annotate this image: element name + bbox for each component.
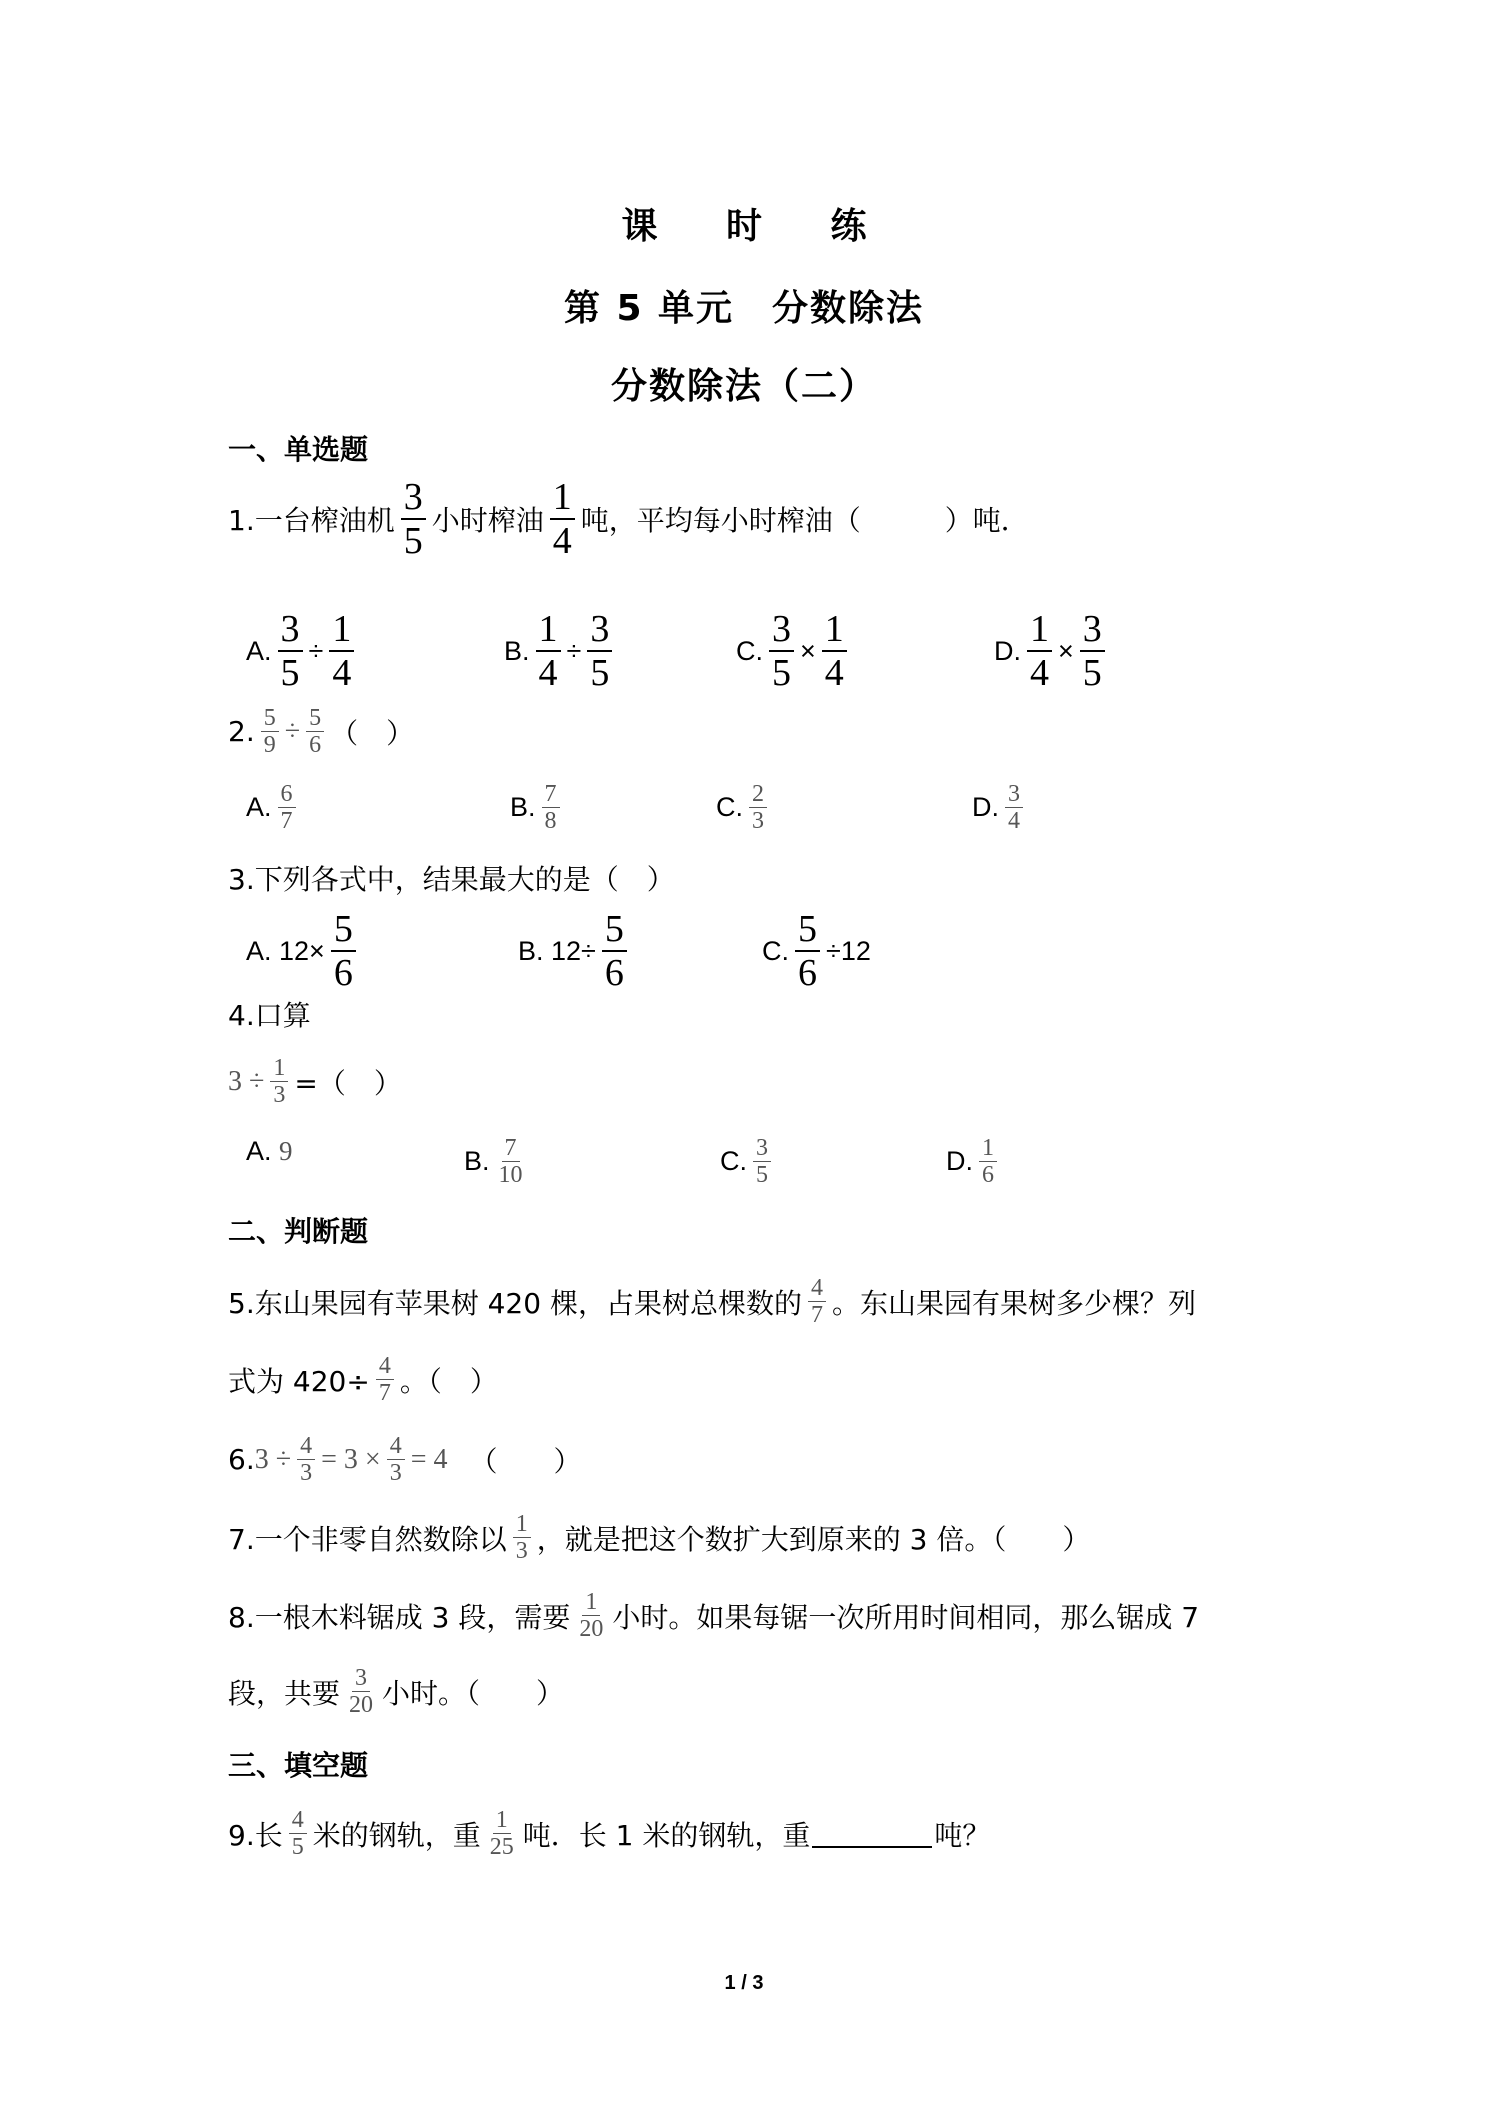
text-segment: 段，共要 bbox=[228, 1676, 341, 1710]
text-segment: C. bbox=[762, 935, 789, 966]
numerator: 1 bbox=[513, 1512, 531, 1538]
text-segment: 吨．长 1 米的钢轨，重 bbox=[522, 1818, 811, 1852]
question-9 bbox=[228, 1808, 990, 1859]
numerator: 3 bbox=[401, 478, 426, 520]
text-segment: D. bbox=[972, 792, 999, 822]
text-segment: A. bbox=[246, 635, 272, 666]
q3-option-c[interactable] bbox=[762, 910, 871, 992]
numerator: 3 bbox=[753, 1136, 771, 1162]
denominator: 5 bbox=[772, 652, 791, 694]
text-segment: ÷ bbox=[566, 635, 582, 666]
text-segment: 6. bbox=[228, 1443, 255, 1476]
numerator: 4 bbox=[376, 1354, 394, 1380]
numerator: 4 bbox=[297, 1434, 315, 1460]
q4-option-c[interactable] bbox=[720, 1136, 777, 1187]
denominator: 20 bbox=[579, 1616, 604, 1642]
fraction bbox=[753, 1136, 771, 1187]
denominator: 20 bbox=[349, 1692, 374, 1718]
q4-option-a[interactable] bbox=[246, 1136, 293, 1167]
q1-option-c[interactable] bbox=[736, 610, 853, 692]
denominator: 4 bbox=[552, 520, 572, 562]
lesson-title: 分数除法（二） bbox=[610, 366, 877, 407]
text-segment: 9 bbox=[279, 1136, 293, 1166]
q2-option-a[interactable] bbox=[246, 782, 302, 833]
q4-expression bbox=[228, 1056, 402, 1107]
q1-option-a[interactable] bbox=[246, 610, 360, 692]
denominator: 3 bbox=[752, 808, 764, 834]
text-segment: 5.东山果园有苹果树 420 棵，占果树总棵数的 bbox=[228, 1286, 802, 1320]
numerator: 3 bbox=[352, 1666, 370, 1692]
denominator: 9 bbox=[263, 732, 276, 758]
numerator: 6 bbox=[278, 782, 296, 808]
denominator: 3 bbox=[300, 1460, 313, 1486]
fraction bbox=[749, 782, 767, 833]
text-segment: （ ） bbox=[469, 1444, 582, 1478]
numerator: 1 bbox=[582, 1590, 600, 1616]
text-segment: A. 12× bbox=[246, 935, 325, 966]
fraction bbox=[306, 706, 324, 757]
fraction bbox=[289, 1808, 307, 1859]
numerator: 1 bbox=[329, 610, 354, 652]
question-5-line-2 bbox=[228, 1354, 498, 1405]
denominator: 5 bbox=[403, 520, 423, 562]
text-segment: B. bbox=[510, 792, 536, 822]
numerator: 1 bbox=[1027, 610, 1052, 652]
fraction bbox=[331, 910, 356, 992]
denominator: 5 bbox=[291, 1834, 304, 1860]
numerator: 3 bbox=[1005, 782, 1023, 808]
numerator: 4 bbox=[289, 1808, 307, 1834]
denominator: 6 bbox=[333, 952, 353, 994]
text-segment: 3 ÷ bbox=[228, 1065, 265, 1097]
text-segment: ，就是把这个数扩大到原来的 3 倍。（ ） bbox=[536, 1522, 1091, 1556]
fraction bbox=[979, 1136, 997, 1187]
fraction bbox=[401, 478, 426, 560]
fraction bbox=[769, 610, 794, 692]
q4-option-b[interactable] bbox=[464, 1136, 532, 1187]
numerator: 3 bbox=[587, 610, 612, 652]
q4-option-d[interactable] bbox=[946, 1136, 1003, 1187]
fraction bbox=[513, 1512, 531, 1563]
text-segment: = 4 bbox=[410, 1443, 448, 1475]
fraction bbox=[496, 1136, 526, 1187]
numerator: 7 bbox=[542, 782, 560, 808]
fraction bbox=[808, 1276, 826, 1327]
text-segment: 1.一台榨油机 bbox=[228, 504, 395, 537]
denominator: 3 bbox=[273, 1082, 286, 1108]
text-segment: 吨？ bbox=[934, 1818, 991, 1852]
page-number: 1 / 3 bbox=[724, 1972, 764, 1994]
denominator: 5 bbox=[1082, 652, 1102, 694]
text-segment: ÷12 bbox=[826, 935, 871, 966]
numerator: 1 bbox=[550, 478, 575, 520]
fraction bbox=[387, 1434, 405, 1485]
fraction bbox=[602, 910, 627, 992]
numerator: 5 bbox=[602, 910, 627, 952]
text-segment: 小时。（ ） bbox=[382, 1676, 565, 1710]
text-segment: 式为 420÷ bbox=[228, 1364, 370, 1398]
numerator: 5 bbox=[306, 706, 324, 732]
denominator: 10 bbox=[498, 1162, 523, 1188]
text-segment: × bbox=[800, 635, 816, 666]
text-segment: ÷ bbox=[308, 635, 324, 666]
denominator: 6 bbox=[798, 952, 817, 994]
text-segment: 米的钢轨，重 bbox=[312, 1818, 481, 1852]
numerator: 4 bbox=[387, 1434, 405, 1460]
numerator: 3 bbox=[1080, 610, 1105, 652]
text-segment: = 3 × bbox=[321, 1443, 381, 1475]
text-segment: B. bbox=[464, 1146, 490, 1176]
page-title: 课 时 练 bbox=[621, 206, 895, 247]
text-segment: 3 ÷ bbox=[254, 1443, 292, 1475]
q3-option-a[interactable] bbox=[246, 910, 362, 992]
text-segment: C. bbox=[720, 1146, 747, 1176]
numerator: 1 bbox=[493, 1808, 511, 1834]
question-6 bbox=[228, 1434, 582, 1485]
text-segment: =（ ） bbox=[294, 1066, 402, 1100]
numerator: 7 bbox=[502, 1136, 520, 1162]
fraction bbox=[1005, 782, 1023, 833]
text-segment: A. bbox=[246, 1136, 272, 1166]
fraction bbox=[1027, 610, 1052, 692]
question-8-line-1 bbox=[228, 1590, 1199, 1641]
section-heading-single-choice: 一、单选题 bbox=[228, 433, 369, 466]
text-segment: 吨，平均每小时榨油（ ）吨． bbox=[580, 504, 1029, 537]
question-4 bbox=[228, 994, 311, 1034]
text-segment: 9.长 bbox=[228, 1818, 283, 1852]
numerator: 3 bbox=[278, 610, 303, 652]
numerator: 1 bbox=[536, 610, 561, 652]
denominator: 4 bbox=[332, 652, 352, 694]
denominator: 5 bbox=[280, 652, 300, 694]
question-3 bbox=[228, 858, 675, 898]
question-5-line-1 bbox=[228, 1276, 1196, 1327]
q1-option-d[interactable] bbox=[994, 610, 1111, 692]
question-8-line-2 bbox=[228, 1666, 564, 1717]
fraction bbox=[346, 1666, 376, 1717]
q2-option-c[interactable] bbox=[716, 782, 773, 833]
fraction bbox=[1080, 610, 1105, 692]
text-segment: 7.一个非零自然数除以 bbox=[228, 1522, 507, 1556]
text-segment: 小时。如果每锯一次所用时间相同，那么锯成 7 bbox=[612, 1600, 1200, 1634]
text-segment: （ ） bbox=[330, 716, 415, 750]
fraction bbox=[376, 1354, 394, 1405]
text-segment: C. bbox=[716, 792, 743, 822]
question-2 bbox=[228, 706, 414, 757]
denominator: 7 bbox=[378, 1380, 391, 1406]
denominator: 4 bbox=[1008, 808, 1020, 834]
numerator: 1 bbox=[270, 1056, 288, 1082]
denominator: 3 bbox=[515, 1538, 528, 1564]
denominator: 3 bbox=[389, 1460, 402, 1486]
fraction bbox=[261, 706, 279, 757]
question-1 bbox=[228, 478, 1029, 560]
section-heading-fill-blank: 三、填空题 bbox=[228, 1749, 369, 1782]
q2-option-b[interactable] bbox=[510, 782, 566, 833]
text-segment: A. bbox=[246, 792, 272, 822]
text-segment: 3.下列各式中，结果最大的是（ ） bbox=[228, 863, 675, 896]
text-segment: D. bbox=[994, 635, 1021, 666]
numerator: 1 bbox=[822, 610, 847, 652]
text-segment: C. bbox=[736, 635, 763, 666]
denominator: 8 bbox=[544, 808, 557, 834]
denominator: 7 bbox=[280, 808, 293, 834]
text-segment: 。（ ） bbox=[399, 1364, 498, 1398]
denominator: 6 bbox=[309, 732, 322, 758]
fraction bbox=[795, 910, 820, 992]
fraction bbox=[297, 1434, 315, 1485]
numerator: 3 bbox=[769, 610, 794, 652]
fraction bbox=[278, 610, 303, 692]
section-heading-true-false: 二、判断题 bbox=[228, 1215, 369, 1248]
fraction bbox=[278, 782, 296, 833]
text-segment: D. bbox=[946, 1146, 973, 1176]
text-segment: 4.口算 bbox=[228, 999, 311, 1032]
fraction bbox=[329, 610, 354, 692]
denominator: 6 bbox=[604, 952, 624, 994]
denominator: 4 bbox=[1030, 652, 1049, 694]
q2-option-d[interactable] bbox=[972, 782, 1029, 833]
numerator: 4 bbox=[808, 1276, 826, 1302]
answer-blank[interactable] bbox=[812, 1820, 932, 1848]
denominator: 7 bbox=[810, 1302, 823, 1328]
denominator: 5 bbox=[590, 652, 610, 694]
unit-title: 第 5 单元 分数除法 bbox=[563, 288, 925, 329]
fraction bbox=[576, 1590, 606, 1641]
text-segment: × bbox=[1058, 635, 1074, 666]
fraction bbox=[822, 610, 847, 692]
fraction bbox=[550, 478, 575, 560]
denominator: 4 bbox=[538, 652, 558, 694]
fraction bbox=[270, 1056, 288, 1107]
q1-option-b[interactable] bbox=[504, 610, 618, 692]
q3-option-b[interactable] bbox=[518, 910, 633, 992]
fraction bbox=[536, 610, 561, 692]
question-7 bbox=[228, 1512, 1090, 1563]
text-segment: B. bbox=[504, 635, 530, 666]
text-segment: ÷ bbox=[284, 715, 301, 747]
denominator: 4 bbox=[824, 652, 844, 694]
text-segment: 2. bbox=[228, 715, 255, 748]
denominator: 6 bbox=[982, 1162, 994, 1188]
text-segment: 小时榨油 bbox=[431, 504, 544, 537]
fraction bbox=[487, 1808, 517, 1859]
text-segment: B. 12÷ bbox=[518, 935, 596, 966]
numerator: 5 bbox=[331, 910, 356, 952]
numerator: 5 bbox=[261, 706, 279, 732]
denominator: 25 bbox=[489, 1834, 514, 1860]
fraction bbox=[542, 782, 560, 833]
numerator: 1 bbox=[979, 1136, 997, 1162]
denominator: 5 bbox=[756, 1162, 768, 1188]
numerator: 5 bbox=[795, 910, 820, 952]
numerator: 2 bbox=[749, 782, 767, 808]
fraction bbox=[587, 610, 612, 692]
text-segment: 。东山果园有果树多少棵？列 bbox=[831, 1286, 1196, 1320]
text-segment: 8.一根木料锯成 3 段，需要 bbox=[228, 1600, 571, 1634]
